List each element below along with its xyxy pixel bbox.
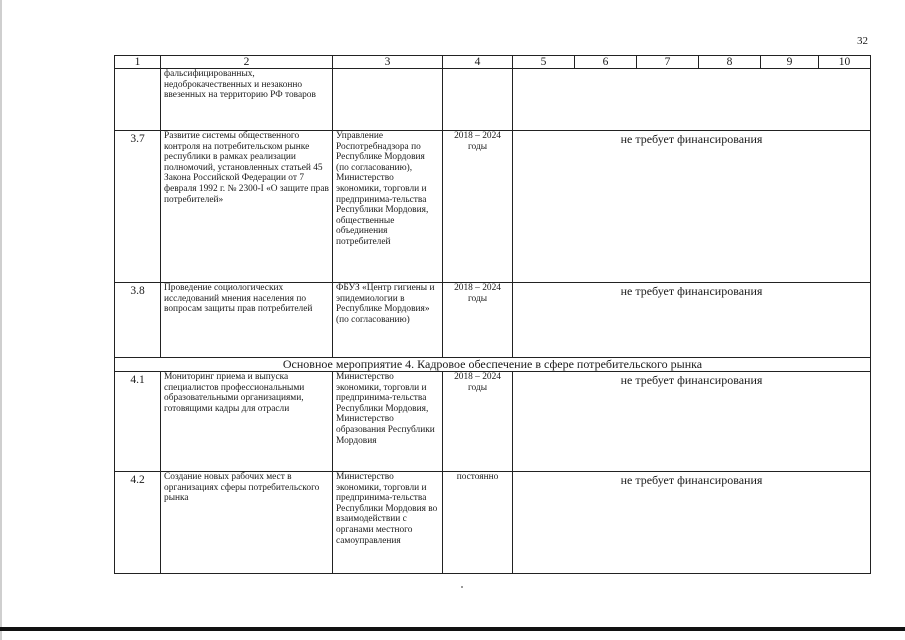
measure-name-cell: Проведение социологических исследований мнения населения по вопросам защиты прав потребителей xyxy=(161,283,333,358)
executor-cell: Министерство экономики, торговли и предпринима-тельства Республики Мордовия, Министерство образования Республики Мордовия xyxy=(333,372,443,472)
col-header: 5 xyxy=(513,56,575,69)
row-number-cell: 4.2 xyxy=(115,472,161,574)
financing-cell xyxy=(513,69,871,131)
col-header: 3 xyxy=(333,56,443,69)
period-cell xyxy=(443,69,513,131)
financing-cell: не требует финансирования xyxy=(513,283,871,358)
table-row xyxy=(115,283,871,358)
section-title: Основное мероприятие 4. Кадровое обеспечение в сфере потребительского рынка xyxy=(115,358,871,372)
executor-cell: Управление Роспотребнадзора по Республике Мордовия (по согласованию), Министерство экономики, торговли и предпринима-тельства Республики Мордовия, общественные объединения потребителей xyxy=(333,131,443,283)
period-cell: 2018 – 2024 годы xyxy=(443,372,513,472)
measure-name-cell: Создание новых рабочих мест в организациях сферы потребительского рынка xyxy=(161,472,333,574)
col-header: 2 xyxy=(161,56,333,69)
col-header: 9 xyxy=(761,56,819,69)
scan-speck xyxy=(461,586,463,588)
col-header: 6 xyxy=(575,56,637,69)
period-cell: постоянно xyxy=(443,472,513,574)
table-row xyxy=(115,69,871,131)
period-cell: 2018 – 2024 годы xyxy=(443,283,513,358)
section-row xyxy=(115,358,871,372)
period-cell: 2018 – 2024 годы xyxy=(443,131,513,283)
header-row xyxy=(115,56,871,69)
row-number-cell: 4.1 xyxy=(115,372,161,472)
executor-cell: ФБУЗ «Центр гигиены и эпидемиологии в Республике Мордовия» (по согласованию) xyxy=(333,283,443,358)
col-header: 1 xyxy=(115,56,161,69)
col-header: 7 xyxy=(637,56,699,69)
scan-left-edge xyxy=(0,0,2,640)
page-number: 32 xyxy=(857,35,868,47)
financing-cell: не требует финансирования xyxy=(513,131,871,283)
scan-bottom-edge xyxy=(0,627,905,631)
col-header: 8 xyxy=(699,56,761,69)
row-number-cell xyxy=(115,69,161,131)
executor-cell: Министерство экономики, торговли и предпринима-тельства Республики Мордовия во взаимодействии с органами местного самоуправления xyxy=(333,472,443,574)
measure-name-cell: фальсифицированных, недоброкачественных и незаконно ввезенных на территорию РФ товаров xyxy=(161,69,333,131)
financing-cell: не требует финансирования xyxy=(513,372,871,472)
financing-cell: не требует финансирования xyxy=(513,472,871,574)
table-row xyxy=(115,472,871,574)
table-row xyxy=(115,372,871,472)
col-header: 4 xyxy=(443,56,513,69)
row-number-cell: 3.8 xyxy=(115,283,161,358)
col-header: 10 xyxy=(819,56,871,69)
measures-table xyxy=(114,55,871,574)
table-row xyxy=(115,131,871,283)
executor-cell xyxy=(333,69,443,131)
measure-name-cell: Развитие системы общественного контроля на потребительском рынке республики в рамках реализации полномочий, установленных статьей 45 Закона Российской Федерации от 7 февраля 1992 г. № 2300-I «О защите прав потребителей» xyxy=(161,131,333,283)
measure-name-cell: Мониторинг приема и выпуска специалистов профессиональными образовательными организациями, готовящими кадры для отрасли xyxy=(161,372,333,472)
row-number-cell: 3.7 xyxy=(115,131,161,283)
